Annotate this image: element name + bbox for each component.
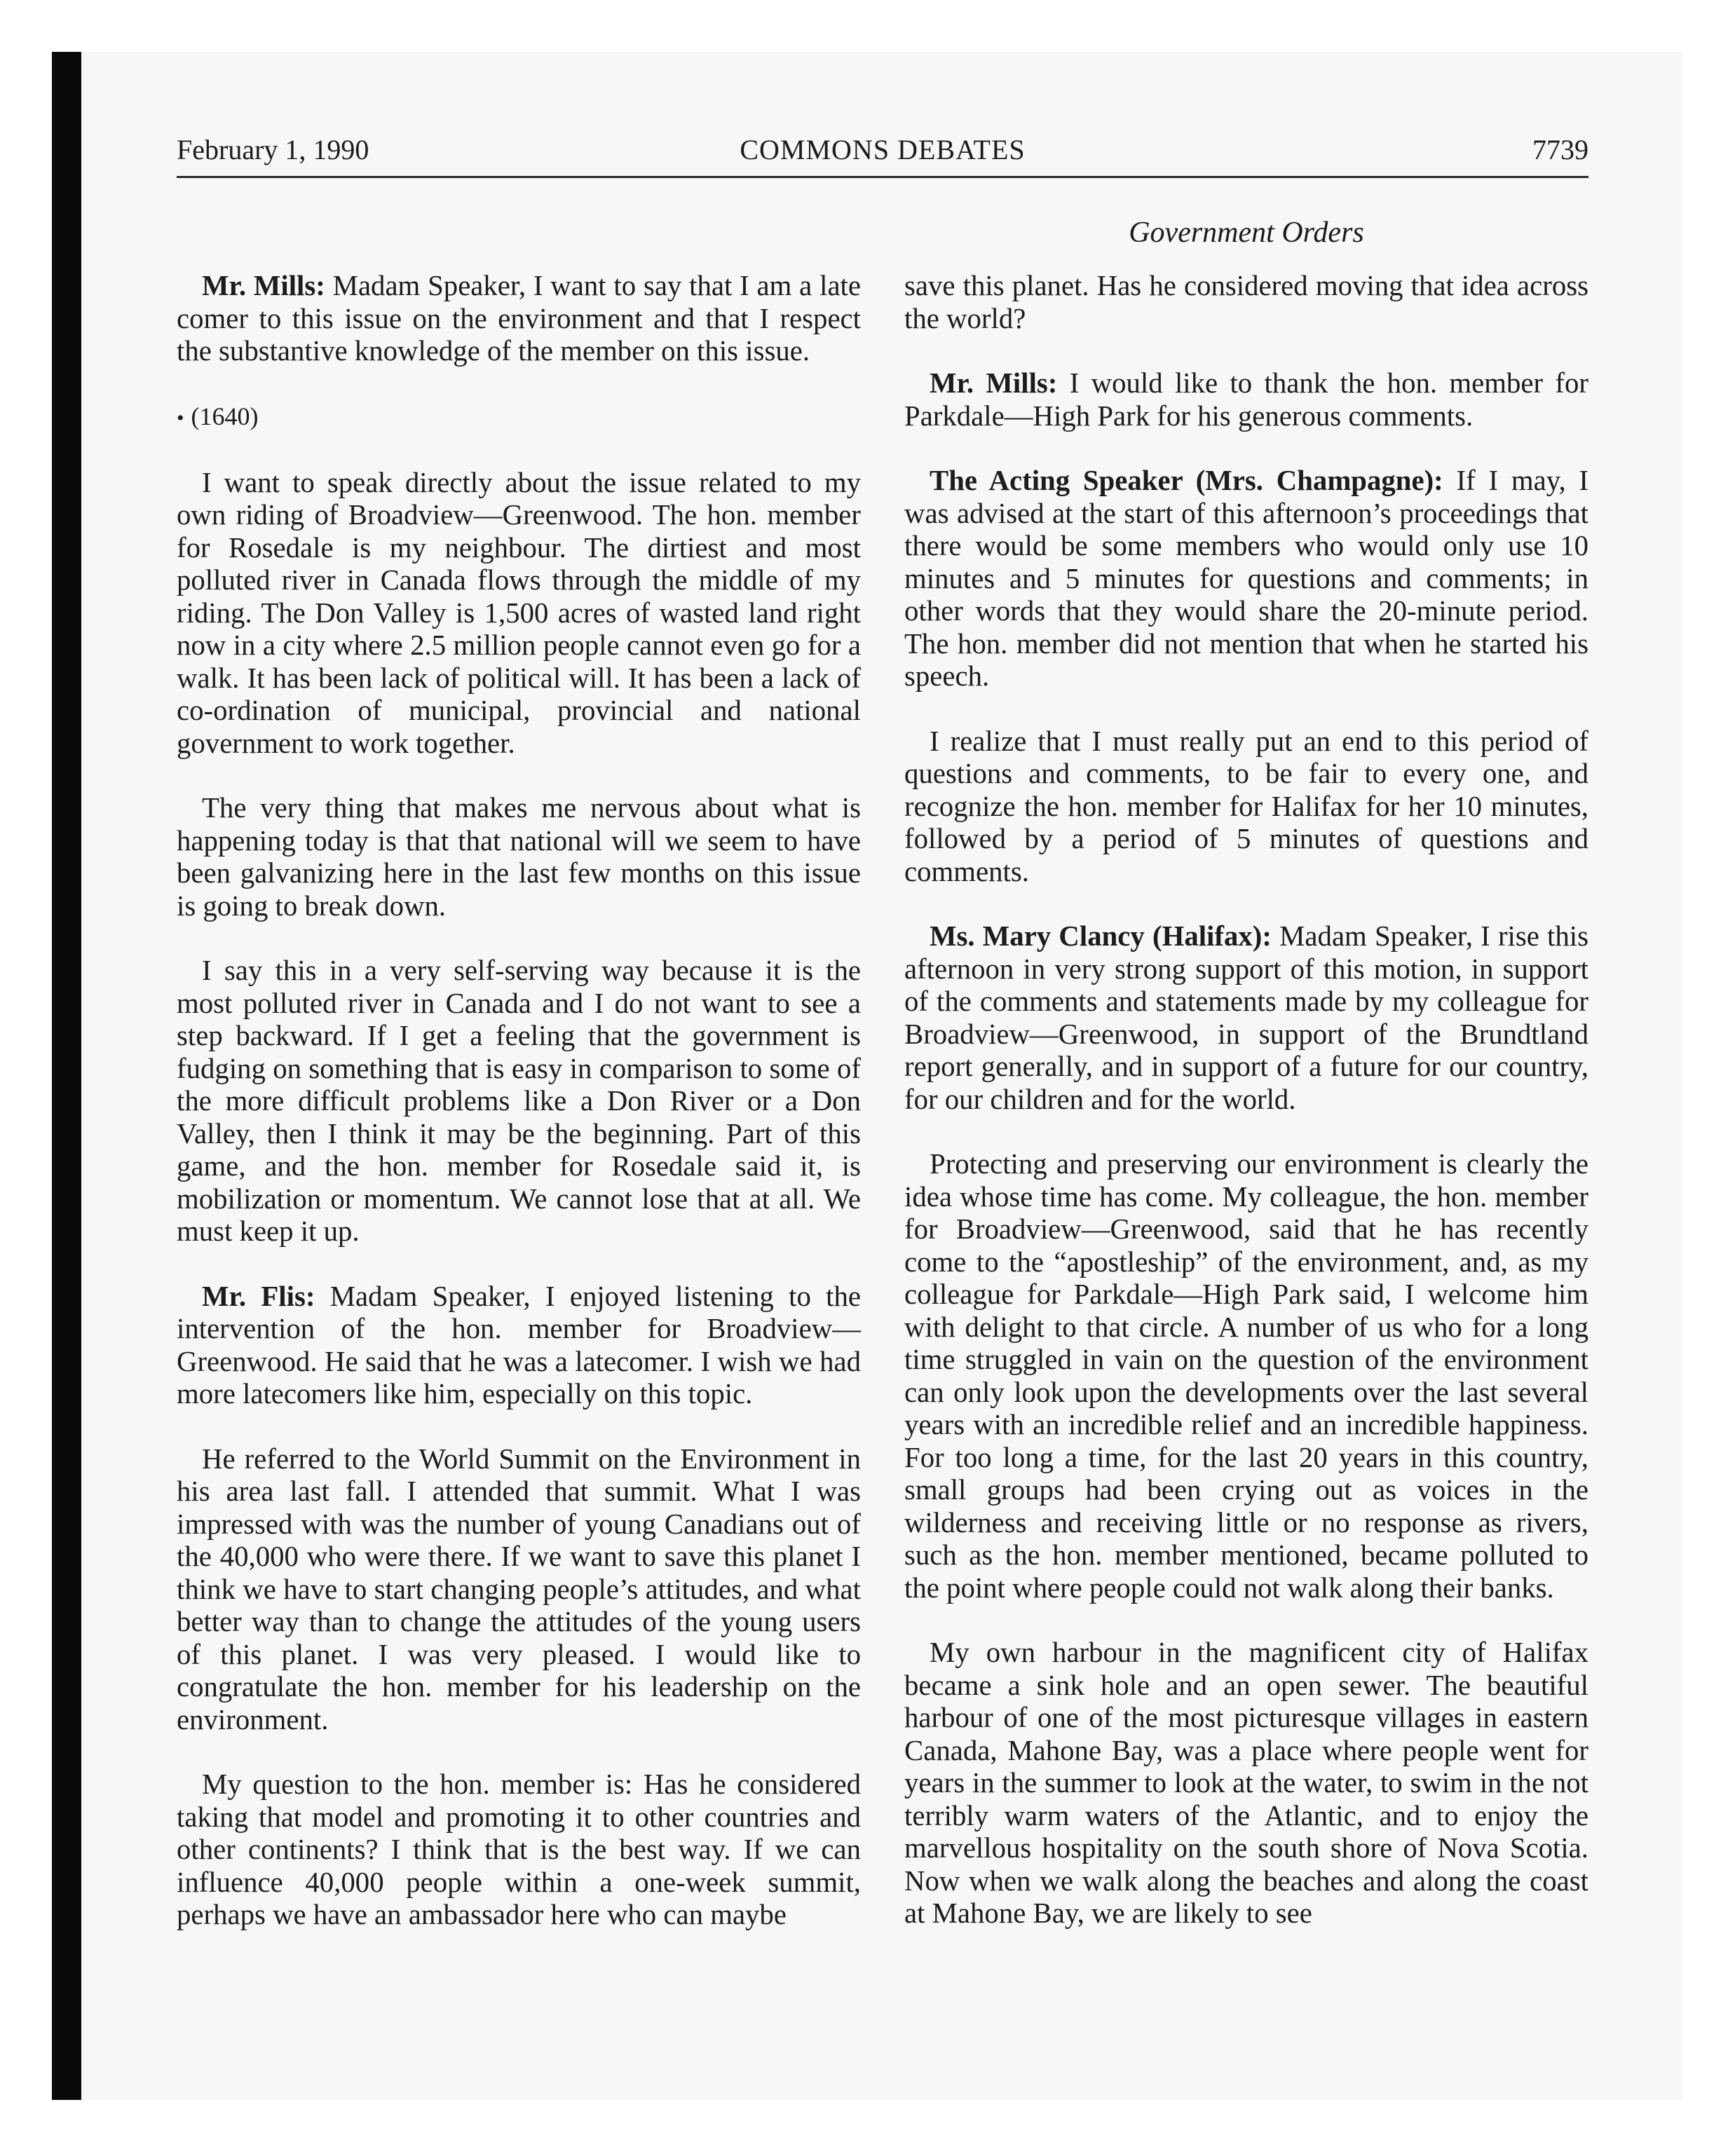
left-column <box>177 270 861 1964</box>
paragraph <box>904 367 1588 432</box>
speaker-name: Ms. Mary Clancy (Halifax): <box>930 920 1272 952</box>
paragraph: Protecting and preserving our environment is clearly the idea whose time has come. My colleague, the hon. member for Broadview—Greenwood, said that he has recently come to the “apostleship” of the environment, and, as my colleague for Parkdale—High Park said, I welcome him with delight to that circle. A number of us who for a long time struggled in vain on the question of the environment can only look upon the developments over the last several years with an incredible relief and an incredible happiness. For too long a time, for the last 20 years in this country, small groups had been crying out as voices in the wilderness and receiving little or no response as rivers, such as the hon. member mentioned, became polluted to the point where people could not walk along their banks. <box>904 1148 1588 1604</box>
section-heading: Government Orders <box>1129 217 1364 249</box>
page-number: 7739 <box>1532 134 1588 165</box>
paragraph <box>177 270 861 368</box>
binding-edge <box>52 52 81 2100</box>
paragraph <box>904 465 1588 693</box>
running-header <box>177 133 1588 174</box>
speaker-name: The Acting Speaker (Mrs. Champagne): <box>930 465 1443 496</box>
time-marker <box>177 400 861 435</box>
paragraph: I say this in a very self-serving way because it is the most polluted river in Canada and I do not want to see a step backward. If I get a feeling that the government is fudging on something that is easy in comparison to some of the more difficult problems like a Don River or a Don Valley, then I think it may be the beginning. Part of this game, and the hon. member for Rosedale said it, is mobilization or momentum. We cannot lose that at all. We must keep it up. <box>177 955 861 1247</box>
paragraph: I want to speak directly about the issue related to my own riding of Broadview—Greenwood. The hon. member for Rosedale is my neighbour. The dirtiest and most polluted river in Canada flows through the middle of my riding. The Don Valley is 1,500 acres of wasted land right now in a city where 2.5 million people cannot even go for a walk. It has been lack of political will. It has been a lack of co-ordination of municipal, provincial and national government to work together. <box>177 466 861 759</box>
time-stamp: (1640) <box>191 402 259 430</box>
bullet-icon: • <box>177 406 184 430</box>
speaker-name: Mr. Mills: <box>930 367 1058 399</box>
speaker-name: Mr. Flis: <box>202 1280 315 1312</box>
header-title: COMMONS DEBATES <box>740 134 1026 165</box>
paragraph <box>904 920 1588 1116</box>
header-date: February 1, 1990 <box>177 134 369 165</box>
speech-text: Madam Speaker, I rise this afternoon in very strong support of this motion, in support of the comments and statements made by my colleague for Broadview—Greenwood, in support of the Brundtland report generally, and in support of a future for our country, for our children and for the world. <box>904 920 1589 1115</box>
paragraph: My own harbour in the magnificent city of Halifax became a sink hole and an open sewer. The beautiful harbour of one of the most picturesque villages in eastern Canada, Mahone Bay, was a place where people went for years in the summer to look at the water, to swim in the not terribly warm waters of the Atlantic, and to enjoy the marvellous hospitality on the south shore of Nova Scotia. Now when we walk along the beaches and along the coast at Mahone Bay, we are likely to see <box>904 1637 1588 1929</box>
speaker-name: Mr. Mills: <box>202 270 325 301</box>
header-rule <box>177 176 1588 178</box>
speech-text: If I may, I was advised at the start of this afternoon’s proceedings that there would be some members who would only use 10 minutes and 5 minutes for questions and comments; in other words that they would share the 20-minute period. The hon. member did not mention that when he started his speech. <box>904 465 1588 692</box>
speech-text: Madam Speaker, I enjoyed listening to the intervention of the hon. member for Broadview—Greenwood. He said that he was a latecomer. I wish we had more latecomers like him, especially on this topic. <box>177 1280 861 1410</box>
right-column <box>904 270 1588 1963</box>
speech-text: I would like to thank the hon. member for Parkdale—High Park for his generous comments. <box>904 367 1588 432</box>
paragraph: save this planet. Has he considered moving that idea across the world? <box>904 270 1588 334</box>
paragraph: My question to the hon. member is: Has he considered taking that model and promoting it to other countries and other continents? I think that is the best way. If we can influence 40,000 people within a one-week summit, perhaps we have an ambassador here who can maybe <box>177 1768 861 1930</box>
speech-text: Madam Speaker, I want to say that I am a late comer to this issue on the environment and that I respect the substantive knowledge of the member on this issue. <box>177 270 861 367</box>
paragraph: The very thing that makes me nervous about what is happening today is that that national will we seem to have been galvanizing here in the last few months on this issue is going to break down. <box>177 792 861 922</box>
paragraph: I realize that I must really put an end to this period of questions and comments, to be fair to every one, and recognize the hon. member for Halifax for her 10 minutes, followed by a period of 5 minutes of questions and comments. <box>904 725 1588 887</box>
paragraph <box>177 1281 861 1411</box>
paragraph: He referred to the World Summit on the Environment in his area last fall. I attended that summit. What I was impressed with was the number of young Canadians out of the 40,000 who were there. If we want to save this planet I think we have to start changing people’s attitudes, and what better way than to change the attitudes of the young users of this planet. I was very pleased. I would like to congratulate the hon. member for his leadership on the environment. <box>177 1442 861 1735</box>
